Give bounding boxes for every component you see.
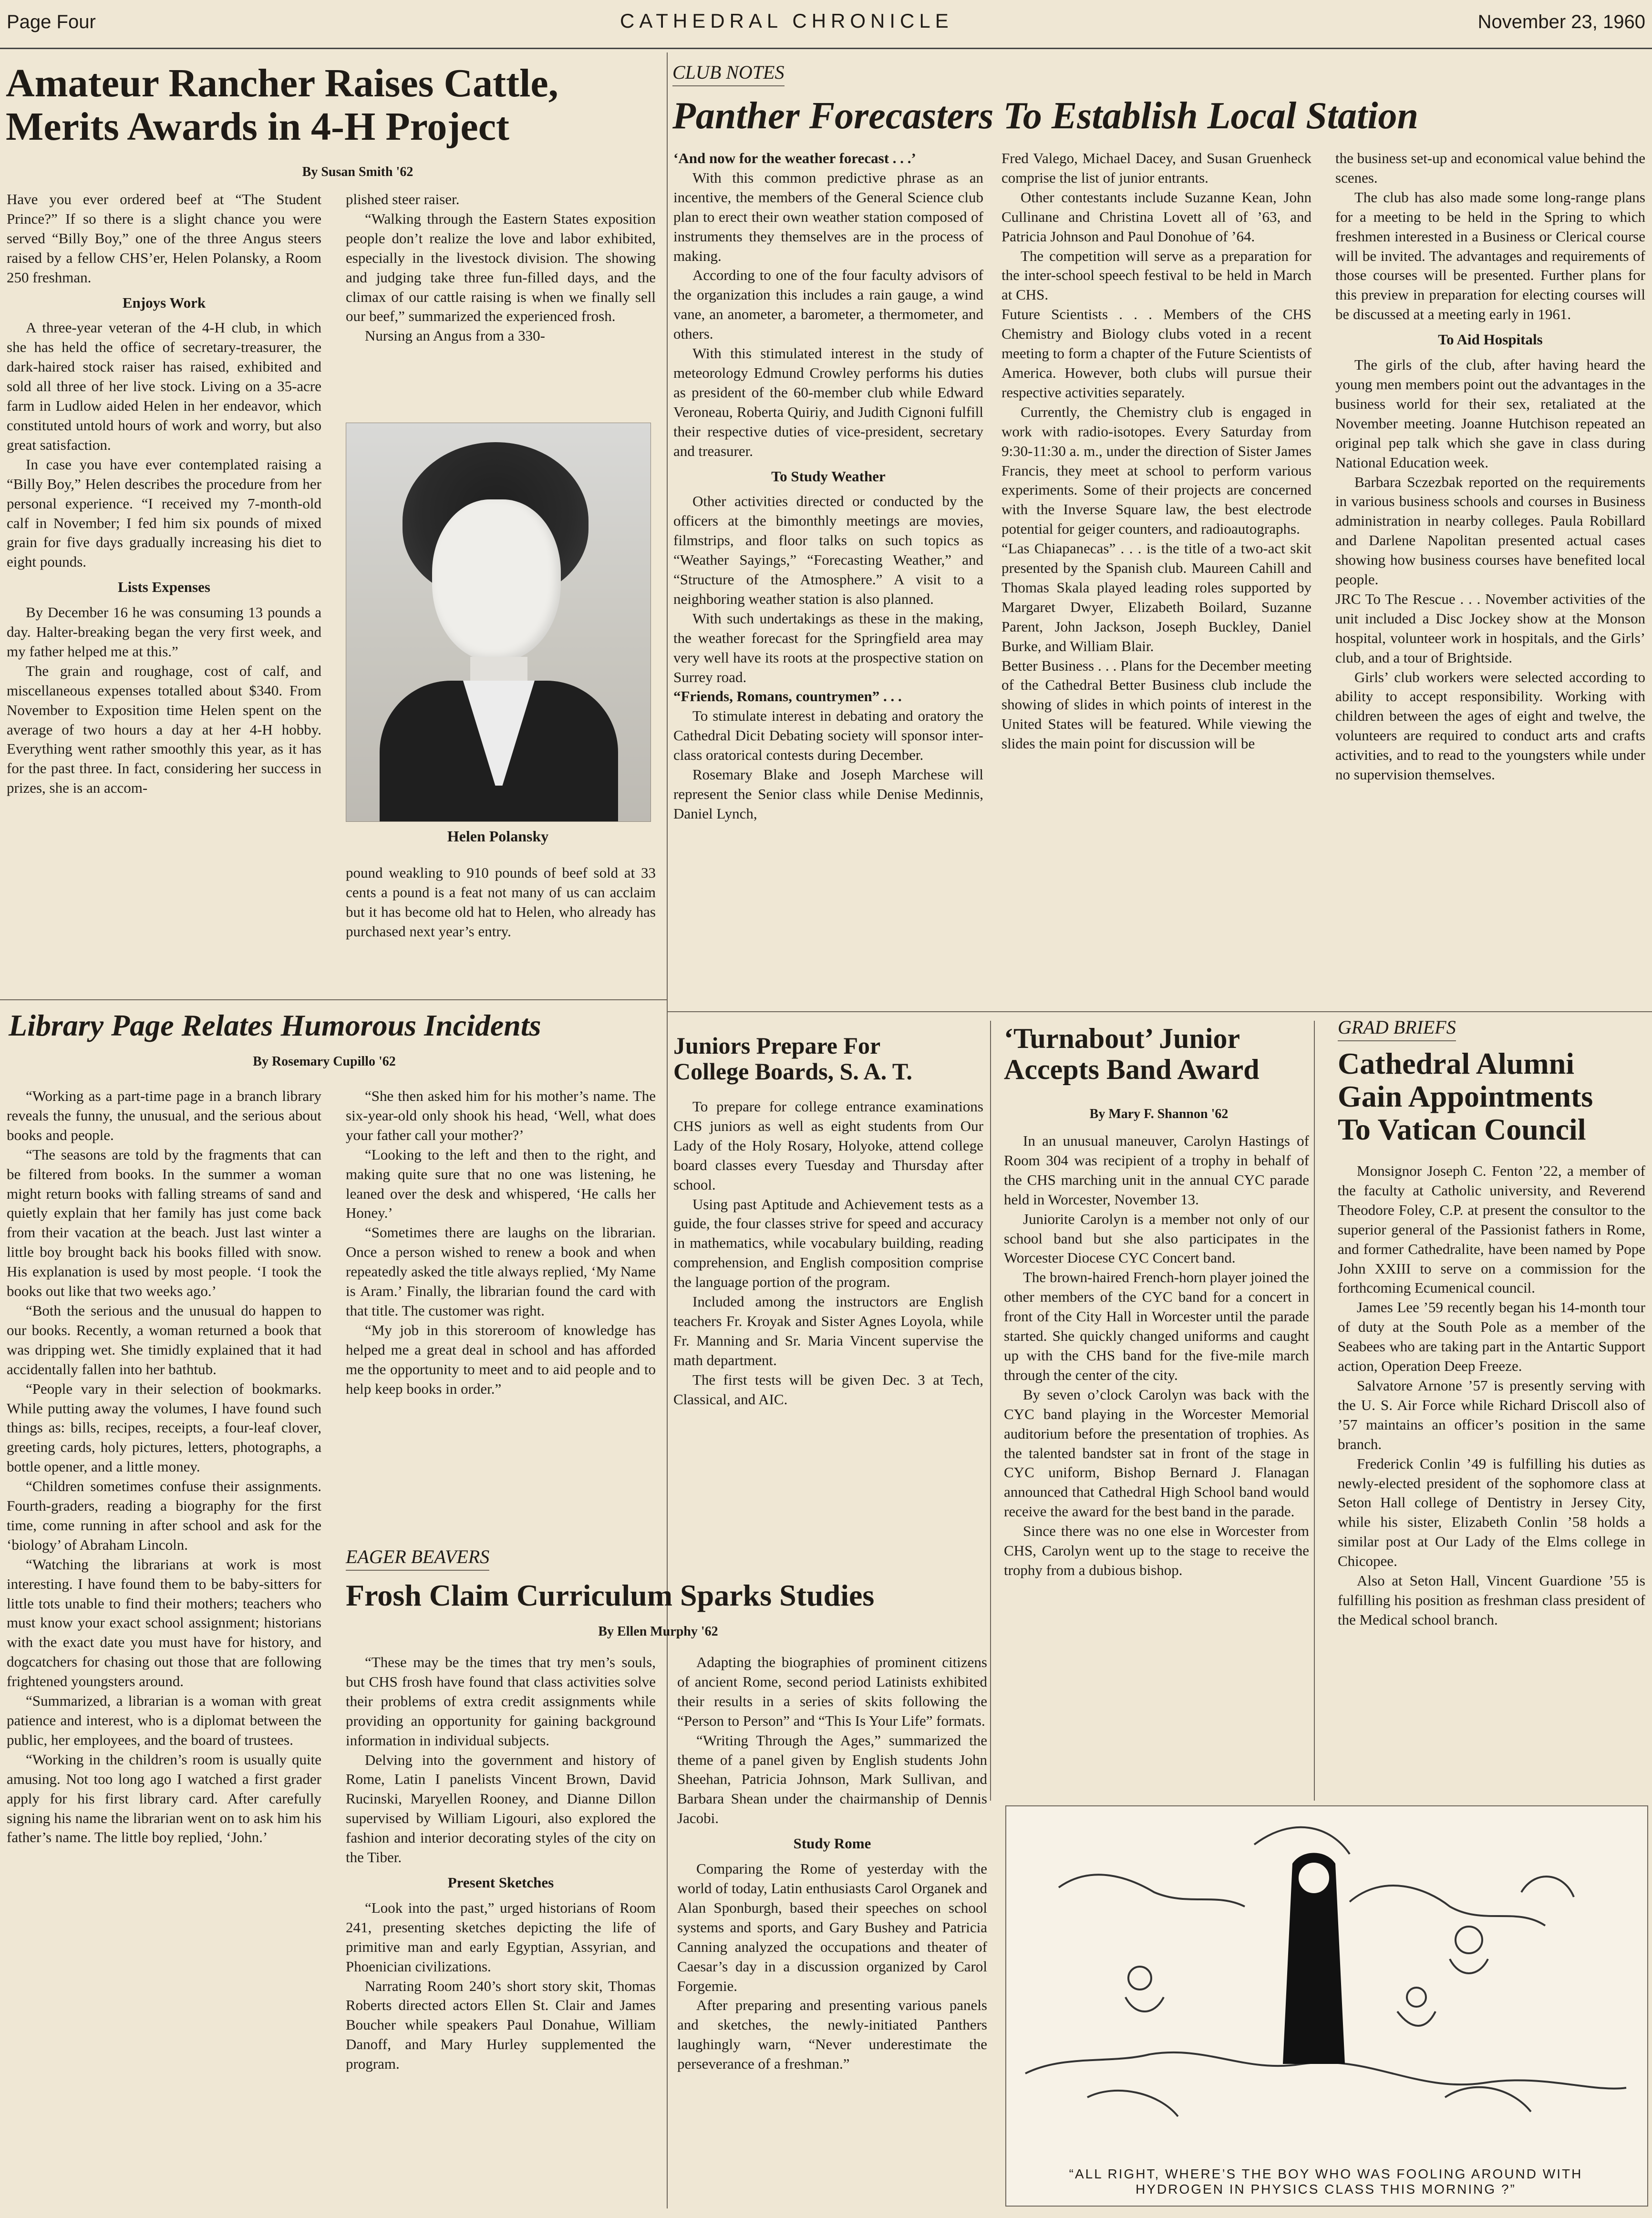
byline: By Mary F. Shannon '62	[1089, 1107, 1229, 1121]
article-column	[7, 190, 321, 991]
paragraph: James Lee ’59 recently began his 14-month tour of duty at the South Pole as a member of the Seabees who are taking part in the Antartic Support action, Operation Deep Freeze.	[1338, 1299, 1645, 1375]
paper-title: CATHEDRAL CHRONICLE	[620, 10, 953, 32]
article-column	[1002, 149, 1311, 1010]
paragraph: “Friends, Romans, countrymen” . . .	[673, 688, 902, 705]
paragraph: Frederick Conlin ’49 is fulfilling his duties as newly-elected president of the sophomore class at Seton Hall college of Dentistry in Jersey City, while his sister, Elizabeth Conlin ’58 holds a similar post at Our Lady of the Elms college in Chicopee.	[1338, 1455, 1645, 1570]
section-kicker: EAGER BEAVERS	[346, 1545, 489, 1571]
paragraph: Narrating Room 240’s short story skit, Thomas Roberts directed actors Ellen St. Clair and James Boucher while speakers Paul Donahue, William Danoff, and Mary Hurley supplemented the program.	[346, 1977, 656, 2073]
section-divider	[667, 1011, 1652, 1012]
paragraph: To stimulate interest in debating and oratory the Cathedral Dicit Debating society will sponsor inter-class oratorical contests during December.	[673, 707, 983, 764]
paragraph: Girls’ club workers were selected according to ability to accept responsibility. Working with children between the ages of eight and twelve, the volunteers are required to conduct arts and crafts activities, and to read to the youngsters while under no supervision themselves.	[1335, 668, 1645, 783]
paragraph: To prepare for college entrance examinations CHS juniors as well as eight students from Our Lady of the Holy Rosary, Holyoke, attend college board classes every Tuesday and Thursday after school.	[673, 1098, 983, 1193]
paragraph: By seven o’clock Carolyn was back with the CYC band playing in the Worcester Memorial auditorium before the presentation of trophies. As the talented bandster sat in front of the stage in CYC uniform, Bishop Bernard J. Flanagan announced that Cathedral High School band would receive the award for the best band in the parade.	[1004, 1386, 1309, 1520]
paragraph: After preparing and presenting various panels and sketches, the newly-initiated Panthers laughingly warn, “Never underestimate the perseverance of a freshman.”	[677, 1997, 987, 2073]
paragraph: Delving into the government and history of Rome, Latin I panelists Vincent Brown, David Rucinski, Maryellen Rooney, and Dianne Dillon supervised by William Ligouri, also explored the fashion and interior decorating styles of the city on the Tiber.	[346, 1751, 656, 1866]
photo-face	[432, 499, 561, 662]
article-headline: Library Page Relates Humorous Incidents	[9, 1008, 541, 1042]
paragraph: “Writing Through the Ages,” summarized the theme of a panel given by English students John Sheehan, Patricia Johnson, Mark Sullivan, and Barbara Shean under the chairmanship of Dennis Jacobi.	[677, 1731, 987, 1827]
article-headline	[1004, 1023, 1309, 1085]
byline: By Ellen Murphy '62	[598, 1624, 718, 1639]
column-rule	[667, 52, 668, 2208]
headline-line: ‘Turnabout’ Junior	[1004, 1023, 1240, 1054]
issue-date: November 23, 1960	[1477, 11, 1645, 32]
paragraph: Monsignor Joseph C. Fenton ’22, a member of the faculty at Catholic university, and Reverend Theodore Foley, C.P. at present the consultor to the superior general of the Passionist fathers in Rome, and former Cathedralite, have been named by Pope John XXIII to serve on a commission for the forthcoming Ecumenical council.	[1338, 1162, 1645, 1296]
paragraph: “Sometimes there are laughs on the librarian. Once a person wished to renew a book and when repeatedly asked the title always replied, ‘My Name is Aram.’ Finally, the librarian found the card with that title. The customer was right.	[346, 1224, 656, 1319]
paragraph: The first tests will be given Dec. 3 at Tech, Classical, and AIC.	[673, 1371, 983, 1408]
subheading: To Aid Hospitals	[1438, 331, 1543, 348]
article-column	[7, 1087, 321, 2208]
article-column	[673, 1097, 983, 1550]
paragraph: The brown-haired French-horn player joined the other members of the CYC band for a concert in front of the City Hall in Worcester until the parade started. She quickly changed uniforms and caught up with the CHS band for the five-mile march through the center of the city.	[1004, 1269, 1309, 1383]
portrait-photo	[346, 423, 651, 822]
paragraph: “Summarized, a librarian is a woman with great patience and interest, who is a diplomat between the public, her employees, and the board of trustees.	[7, 1692, 321, 1748]
paragraph: Included among the instructors are English teachers Fr. Kroyak and Sister Agnes Loyola, while Fr. Manning and Sr. Maria Vincent supervise the math department.	[673, 1293, 983, 1368]
subheading: Enjoys Work	[122, 294, 206, 311]
paragraph: Since there was no one else in Worcester from CHS, Carolyn went up to the stage to receive the trophy from a dubious bishop.	[1004, 1523, 1309, 1578]
paragraph: “These may be the times that try men’s souls, but CHS frosh have found that class activities solve their problems of extra credit assignments while providing an opportunity for gaining background information in individual subjects.	[346, 1654, 656, 1749]
section-divider	[0, 999, 667, 1000]
paragraph: Have you ever ordered beef at “The Student Prince?” If so there is a slight chance you were served “Billy Boy,” one of the three Angus steers raised by a fellow CHS’er, Helen Polansky, a Room 250 freshman.	[7, 191, 321, 286]
article-headline: Frosh Claim Curriculum Sparks Studies	[346, 1578, 875, 1612]
paragraph: Other activities directed or conducted by the officers at the bimonthly meetings are movies, filmstrips, and floor talks on such topics as “Weather Sayings,” “Forecasting Weather,” and “Structure of the Atmosphere.” A visit to a neighboring weather station is also planned.	[673, 493, 983, 607]
paragraph: The grain and roughage, cost of calf, and miscellaneous expenses totalled about $340. From November to Exposition time Helen spent on the average of two hours a day at her 4-H hobby. Everything went rather smoothly this year, as it has for the past three. In fact, considering her success in prizes, she is an accom-	[7, 662, 321, 797]
paragraph: “People vary in their selection of bookmarks. While putting away the volumes, I have found such things as: bills, recipes, receipts, a four-leaf clover, greeting cards, holy pictures, letters, photographs, a bottle opener, and a little money.	[7, 1380, 321, 1475]
headline-line: College Boards, S. A. T.	[673, 1058, 912, 1085]
paragraph: Nursing an Angus from a 330-	[365, 327, 545, 344]
page-number: Page Four	[7, 11, 96, 32]
paragraph: “My job in this storeroom of knowledge has helped me a great deal in school and has afforded me the opportunity to meet and to aid people and to help keep books in order.”	[346, 1321, 656, 1397]
article-headline	[1338, 1047, 1648, 1146]
paragraph: Salvatore Arnone ’57 is presently serving with the U. S. Air Force while Richard Driscoll also of ’57 maintains an officer’s position in the same branch.	[1338, 1377, 1645, 1452]
paragraph: By December 16 he was consuming 13 pounds a day. Halter-breaking began the very first week, and my father helped me at this.”	[7, 604, 321, 660]
paragraph: A three-year veteran of the 4-H club, in which she has held the office of secretary-treasurer, the dark-haired stock raiser has raised, exhibited and sold all three of her live stock. Living on a 35-acre farm in Ludlow aided Helen in her endeavor, which constituted untold hours of work and worry, but also great satisfaction.	[7, 319, 321, 453]
paragraph: Future Scientists . . . Members of the CHS Chemistry and Biology clubs voted in a recent meeting to form a chapter of the Future Scientists of America. However, both clubs will pursue their respective activities separately.	[1002, 306, 1311, 401]
paragraph: Also at Seton Hall, Vincent Guardione ’55 is fulfilling his position as freshman class president of the Medical school branch.	[1338, 1572, 1645, 1628]
paragraph: plished steer raiser.	[346, 191, 460, 207]
paragraph: Using past Aptitude and Achievement tests as a guide, the four classes strive for speed and accuracy in mathematics, while vocabulary building, reading comprehension, and English composition comprise the language portion of the program.	[673, 1195, 983, 1291]
paragraph: With such undertakings as these in the making, the weather forecast for the Springfield area may very well have its roots at the prospective station on Surrey road.	[673, 610, 983, 685]
subheading: Study Rome	[793, 1835, 871, 1852]
article-column	[673, 149, 983, 1010]
paragraph: “Working as a part-time page in a branch library reveals the funny, the unusual, and the serious about books and people.	[7, 1088, 321, 1143]
cartoon-illustration	[1005, 1805, 1648, 2207]
paragraph: Fred Valego, Michael Dacey, and Susan Gruenheck comprise the list of junior entrants.	[1002, 150, 1311, 186]
headline-line: Juniors Prepare For	[673, 1032, 881, 1059]
paragraph: “Working in the children’s room is usually quite amusing. Not too long ago I watched a first grader apply for his first library card. After carefully signing his name the librarian went on to ask him his father’s name. The little boy replied, ‘John.’	[7, 1751, 321, 1846]
cartoon-drawing	[1006, 1806, 1647, 2169]
column-rule	[1314, 1021, 1315, 1801]
paragraph: JRC To The Rescue . . . November activities of the unit included a Disc Jockey show at the Monson hospital, volunteer work in hospitals, and the Girls’ club, and a tour of Brightside.	[1335, 590, 1645, 666]
paragraph: ‘And now for the weather forecast . . .’	[673, 150, 916, 166]
subheading: Present Sketches	[447, 1874, 554, 1891]
paragraph: “Looking to the left and then to the right, and making quite sure that no one was listening, he leaned over the desk and whispered, ‘He calls her Honey.’	[346, 1146, 656, 1222]
paragraph: “The seasons are told by the fragments that can be filtered from books. In the summer a woman might return books with falling streams of sand and quietly explain that her family has just come back from their vacation at the beach. Just last winter a little boy brought back his books filled with snow. His explanation is used by most people. ‘I took the books out like that two weeks ago.’	[7, 1146, 321, 1300]
paragraph: In case you have ever contemplated raising a “Billy Boy,” Helen describes the procedure from her personal experience. “I received my 7-month-old calf in November; I fed him six pounds of mixed grain for five days gradually increasing his diet to eight pounds.	[7, 456, 321, 570]
article-column	[1338, 1161, 1645, 1801]
paragraph: “Las Chiapanecas” . . . is the title of a two-act skit presented by the Spanish club. Maureen Cahill and Thomas Skala played leading roles supported by Margaret Dwyer, Elizabeth Boilard, Suzanne Parent, John Jackson, Joseph Buckley, Daniel Burke, and William Blair.	[1002, 540, 1311, 654]
paragraph: With this stimulated interest in the study of meteorology Edmund Crowley performs his duties as president of the 60-member club while Edward Veroneau, Roberta Quiriy, and Judith Cignoni fulfill their respective duties of vice-president, secretary and treasurer.	[673, 345, 983, 459]
paragraph: pound weakling to 910 pounds of beef sold at 33 cents a pound is a feat not many of us can acclaim but it has become old hat to Helen, who already has purchased next year’s entry.	[346, 864, 656, 940]
byline: By Susan Smith '62	[302, 165, 413, 179]
article-column	[1335, 149, 1645, 1010]
paragraph: With this common predictive phrase as an incentive, the members of the General Science club plan to erect their own weather station composed of instruments they themselves are in the process of making.	[673, 169, 983, 264]
article-headline	[6, 62, 664, 148]
paragraph: “Look into the past,” urged historians of Room 241, presenting sketches depicting the life of primitive man and early Egyptian, Assyrian, and Phoenician civilizations.	[346, 1899, 656, 1975]
article-column	[1004, 1131, 1309, 1799]
paragraph: Adapting the biographies of prominent citizens of ancient Rome, second period Latinists exhibited their results in a series of skits following the “Person to Person” and “This Is Your Life” formats.	[677, 1654, 987, 1729]
article-headline: Panther Forecasters To Establish Local Station	[672, 95, 1418, 137]
paragraph: Barbara Sczezbak reported on the requirements in various business schools and courses in Business administration in nearby colleges. Paula Robillard and Darlene Napolitan presented actual cases showing how business courses have benefited local people.	[1335, 473, 1645, 588]
paragraph: Better Business . . . Plans for the December meeting of the Cathedral Better Business club include the showing of slides in which points of interest in the United States will be featured. While viewing the slides the main point for discussion will be	[1002, 657, 1311, 752]
paragraph: The girls of the club, after having heard the young men members point out the advantages in the business world for their sex, retaliated at the November meeting. Joanne Hutchison repeated an original pep talk which she gave in class during National Education week.	[1335, 356, 1645, 471]
cartoon-caption: “ALL RIGHT, WHERE’S THE BOY WHO WAS FOOLING AROUND WITH HYDROGEN IN PHYSICS CLASS THIS MORNING ?”	[1069, 2166, 1583, 2197]
paragraph: “Both the serious and the unusual do happen to our books. Recently, a woman returned a book that was dripping wet. She timidly explained that it had accidentally fallen into her bathtub.	[7, 1302, 321, 1378]
article-headline	[673, 1033, 983, 1084]
photo-caption: Helen Polansky	[447, 828, 549, 845]
article-column	[346, 1087, 656, 1540]
headline-line: Cathedral Alumni	[1338, 1047, 1575, 1080]
byline: By Rosemary Cupillo '62	[253, 1054, 396, 1069]
paragraph: Other contestants include Suzanne Kean, John Cullinane and Christina Lovett all of ’63, and Patricia Johnson and Paul Donohue of ’64.	[1002, 188, 1311, 245]
article-column	[346, 863, 656, 992]
subheading: To Study Weather	[771, 467, 886, 485]
masthead	[0, 0, 1652, 49]
paragraph: Comparing the Rome of yesterday with the world of today, Latin enthusiasts Carol Organek and Alan Sponburgh, based their speeches on school systems and sports, and Gary Bushey and Patricia Canning analyzed the occupations and theater of Caesar’s day in a discussion organized by Carol Forgemie.	[677, 1860, 987, 1994]
article-column	[346, 190, 656, 419]
column-rule	[990, 1021, 991, 1801]
paragraph: “Children sometimes confuse their assignments. Fourth-graders, reading a biography for the first time, come running in after school and ask for the ‘biology’ of Abraham Lincoln.	[7, 1478, 321, 1553]
paragraph: The club has also made some long-range plans for a meeting to be held in the Spring to which freshmen interested in a Business or Clerical course will be invited. The advantages and requirements of those courses will be presented. Further plans for this preview in preparation for electing courses will be discussed at a meeting early in 1961.	[1335, 188, 1645, 323]
headline-line: Gain Appointments	[1338, 1079, 1593, 1114]
paragraph: the business set-up and economical value behind the scenes.	[1335, 150, 1645, 186]
paragraph: In an unusual maneuver, Carolyn Hastings of Room 304 was recipient of a trophy in behalf of the CHS marching unit in the annual CYC parade held in Worcester, November 13.	[1004, 1132, 1309, 1208]
article-column	[677, 1653, 987, 2206]
section-kicker: GRAD BRIEFS	[1338, 1016, 1456, 1041]
paragraph: Rosemary Blake and Joseph Marchese will represent the Senior class while Denise Medinnis, Daniel Lynch,	[673, 766, 983, 822]
section-kicker: CLUB NOTES	[672, 61, 785, 86]
paragraph: The competition will serve as a preparation for the inter-school speech festival to be held in March at CHS.	[1002, 247, 1311, 303]
paragraph: Currently, the Chemistry club is engaged in work with radio-isotopes. Every Saturday from 9:30-11:30 a. m., under the direction of Sister James Francis, they meet at school to perform various experiments. Some of their projects are concerned with the Inverse Square law, the best electrode potential for geiger counters, and radioautographs.	[1002, 403, 1311, 538]
paragraph: According to one of the four faculty advisors of the organization this includes a rain gauge, a wind vane, an anometer, a barometer, a thermometer, and others.	[673, 267, 983, 342]
paragraph: “Watching the librarians at work is most interesting. I have found them to be baby-sitters for little tots unable to find their mothers; teachers who must know your exact school assignment; historians with the exact date you must have for history, and dogcatchers for chasing out those that are following frightened youngsters around.	[7, 1555, 321, 1690]
subheading: Lists Expenses	[118, 579, 210, 596]
paragraph: Juniorite Carolyn is a member not only of our school band but she also participates in the Worcester Diocese CYC Concert band.	[1004, 1210, 1309, 1266]
headline-line: Merits Awards in 4-H Project	[6, 104, 509, 149]
headline-line: To Vatican Council	[1338, 1112, 1586, 1147]
headline-line: Accepts Band Award	[1004, 1053, 1260, 1085]
paragraph: “Walking through the Eastern States exposition people don’t realize the love and labor exhibited, especially in the livestock division. The showing and judging take three fun-filled days, and the climax of our cattle raising is when we finally sell our beef,” summarized the experienced frosh.	[346, 210, 656, 325]
headline-line: Amateur Rancher Raises Cattle,	[6, 61, 558, 105]
paragraph: “She then asked him for his mother’s name. The six-year-old only shook his head, ‘Well, what does your father call your mother?’	[346, 1088, 656, 1143]
article-column	[346, 1653, 656, 2206]
